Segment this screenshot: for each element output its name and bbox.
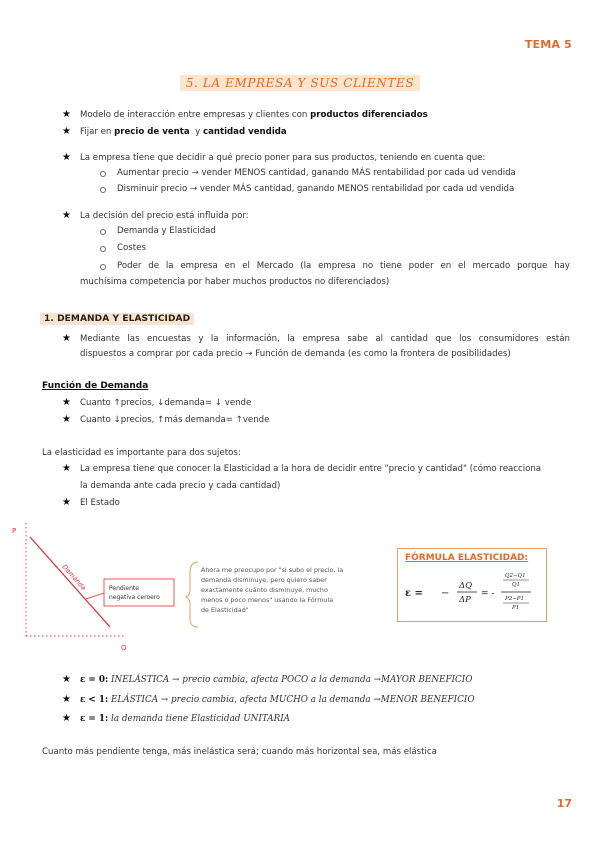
bullet-modelo bbox=[80, 109, 428, 122]
case-prefix: ε = 1: bbox=[80, 714, 109, 724]
note-line: demanda disminuye, pero quiero saber bbox=[201, 576, 327, 584]
bullet-fijar bbox=[80, 126, 287, 139]
sub-item: Disminuir precio → vender MÁS cantidad, ganando MENOS rentabilidad por cada ud vendida bbox=[117, 184, 515, 194]
delta-q: ΔQ bbox=[459, 581, 473, 591]
note-brace bbox=[186, 562, 198, 627]
subsection-heading: Función de Demanda bbox=[42, 381, 149, 391]
star-bullet-icon: ★ bbox=[62, 152, 71, 163]
minus-sign: − bbox=[441, 588, 450, 599]
sub-item-continuation: muchísima competencia por haber muchos productos no diferenciados) bbox=[80, 277, 390, 287]
circle-bullet-icon bbox=[100, 171, 106, 177]
sub-item: Aumentar precio → vender MENOS cantidad, ganando MÁS rentabilidad por cada ud vendida bbox=[117, 168, 516, 178]
case-text: ELÁSTICA → precio cambia, afecta MUCHO a la demanda →MENOR BENEFICIO bbox=[111, 695, 475, 705]
star-bullet-icon: ★ bbox=[62, 463, 71, 474]
circle-bullet-icon bbox=[100, 229, 106, 235]
section-text: dispuestos a comprar por cada precio → Función de demanda (es como la frontera de posibilidades) bbox=[80, 349, 511, 359]
case-elastic bbox=[80, 694, 475, 707]
formula-expression bbox=[397, 565, 547, 617]
slope-box-line: Pendiente bbox=[109, 585, 139, 592]
circle-bullet-icon bbox=[100, 187, 106, 193]
delta-p: ΔP bbox=[459, 595, 471, 605]
star-bullet-icon: ★ bbox=[62, 674, 71, 685]
star-bullet-icon: ★ bbox=[62, 109, 71, 120]
star-bullet-icon: ★ bbox=[62, 333, 71, 344]
note-line: Ahora me preocupo por "si subo el precio, la bbox=[201, 566, 344, 574]
star-bullet-icon: ★ bbox=[62, 713, 71, 724]
case-prefix: ε < 1: bbox=[80, 695, 109, 705]
epsilon-symbol: ε = bbox=[405, 588, 423, 599]
p-difference: P2−P1 bbox=[505, 596, 525, 602]
p-base: P1 bbox=[512, 605, 520, 611]
page-title bbox=[0, 72, 600, 91]
tema-label: TEMA 5 bbox=[524, 38, 572, 51]
funcion-item: Cuanto ↑precios, ↓demanda= ↓ vende bbox=[80, 398, 252, 408]
star-bullet-icon: ★ bbox=[62, 397, 71, 408]
curve-label: Demanda bbox=[60, 562, 88, 592]
sub-item: Costes bbox=[117, 243, 146, 253]
star-bullet-icon: ★ bbox=[62, 210, 71, 221]
star-bullet-icon: ★ bbox=[62, 694, 71, 705]
footer-text: Cuanto más pendiente tenga, más inelástica será; cuando más horizontal sea, más elástica bbox=[42, 747, 437, 757]
slope-box-line: negativa ceroero bbox=[109, 594, 160, 601]
circle-bullet-icon bbox=[100, 246, 106, 252]
bullet-text: y bbox=[189, 127, 203, 137]
case-text: INELÁSTICA → precio cambia, afecta POCO a la demanda →MAYOR BENEFICIO bbox=[111, 675, 473, 685]
note-line: menos o poco menos" usando la Fórmula bbox=[201, 596, 334, 604]
star-bullet-icon: ★ bbox=[62, 414, 71, 425]
slope-pointer bbox=[86, 593, 104, 599]
funcion-item: Cuanto ↓precios, ↑más demanda= ↑vende bbox=[80, 415, 270, 425]
demand-curve bbox=[30, 537, 110, 627]
x-axis-label: Q bbox=[121, 644, 127, 650]
bullet-bold: productos diferenciados bbox=[310, 110, 428, 120]
case-unitary bbox=[80, 713, 290, 726]
circle-bullet-icon bbox=[100, 264, 106, 270]
bullet-influida: La decisión del precio está influida por: bbox=[80, 211, 249, 221]
formula-title: FÓRMULA ELASTICIDAD: bbox=[405, 553, 529, 563]
note-line: exactamente cuánto disminuye, mucho bbox=[201, 586, 328, 594]
sub-item: Demanda y Elasticidad bbox=[117, 226, 216, 236]
section-heading: 1. DEMANDA Y ELASTICIDAD bbox=[40, 313, 194, 325]
q-difference: Q2−Q1 bbox=[505, 573, 526, 579]
note-line: de Elasticidad" bbox=[201, 606, 249, 614]
q-base: Q1 bbox=[512, 582, 521, 588]
page-number: 17 bbox=[556, 797, 572, 810]
case-prefix: ε = 0: bbox=[80, 675, 109, 685]
case-text: la demanda tiene Elasticidad UNITARIA bbox=[111, 714, 291, 724]
section-text: Mediante las encuestas y la información, la empresa sabe al cantidad que los consumidores están bbox=[80, 334, 570, 344]
star-bullet-icon: ★ bbox=[62, 497, 71, 508]
bullet-decide: La empresa tiene que decidir a qué precio poner para sus productos, teniendo en cuenta que: bbox=[80, 153, 486, 163]
elasticidad-item: la demanda ante cada precio y cada cantidad) bbox=[80, 481, 281, 491]
bullet-text: Fijar en bbox=[80, 127, 115, 137]
elasticidad-item: El Estado bbox=[80, 498, 120, 508]
y-axis-label: P bbox=[12, 527, 17, 535]
slope-box bbox=[104, 579, 174, 606]
page-title-text: 5. LA EMPRESA Y SUS CLIENTES bbox=[180, 75, 420, 91]
bullet-text: Modelo de interacción entre empresas y clientes con bbox=[80, 110, 311, 120]
elasticidad-intro: La elasticidad es importante para dos sujetos: bbox=[42, 448, 241, 458]
case-inelastic bbox=[80, 674, 472, 687]
equals-minus: = - bbox=[481, 589, 495, 599]
star-bullet-icon: ★ bbox=[62, 126, 71, 137]
elasticidad-item: La empresa tiene que conocer la Elasticidad a la hora de decidir entre "precio y cantidad" (cómo reacciona bbox=[80, 464, 542, 474]
bullet-bold: cantidad vendida bbox=[202, 127, 287, 137]
bullet-bold: precio de venta bbox=[114, 127, 190, 137]
sub-item: Poder de la empresa en el Mercado (la empresa no tiene poder en el mercado porque hay bbox=[117, 261, 570, 271]
